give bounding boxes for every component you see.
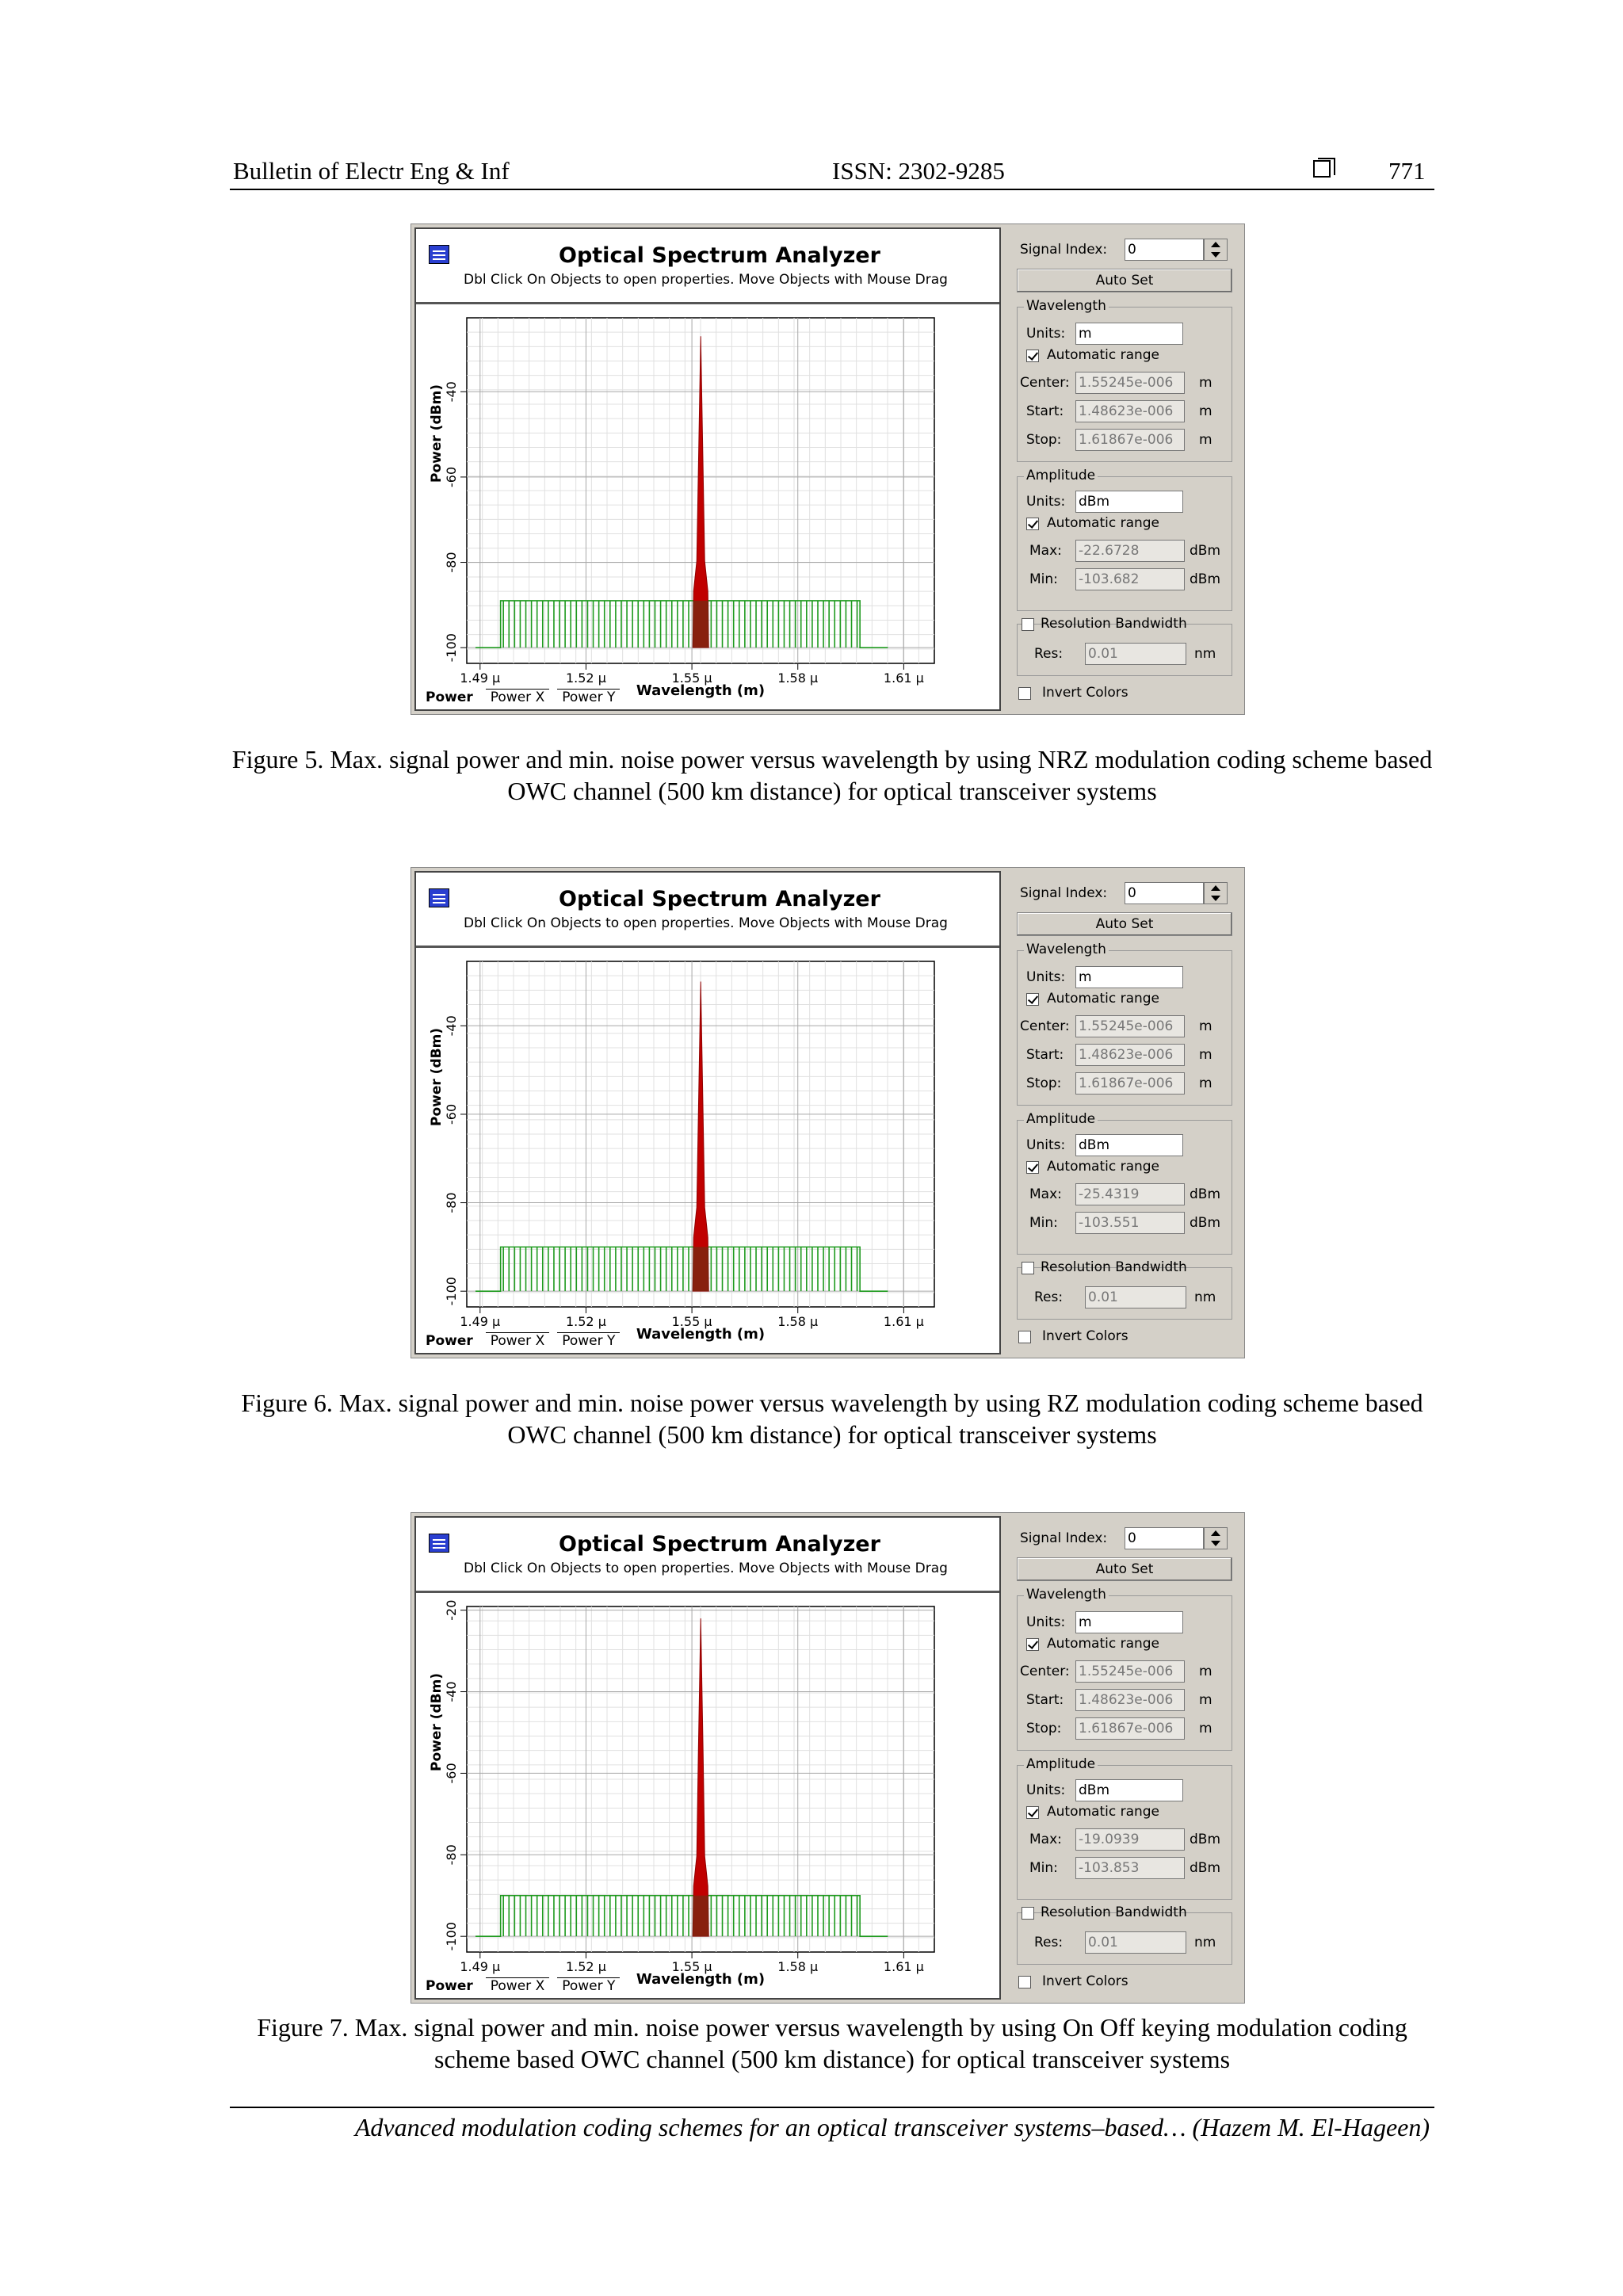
tab-power-x[interactable]: Power X xyxy=(486,1332,549,1349)
stop-label: Stop: xyxy=(1026,1075,1062,1091)
wl-units-label: Units: xyxy=(1026,1614,1066,1630)
plot-tabs xyxy=(421,1332,628,1349)
wl-automatic-range-label: Automatic range xyxy=(1047,1636,1160,1652)
max-unit: dBm xyxy=(1190,543,1221,559)
start-field[interactable]: 1.48623e-006 xyxy=(1075,400,1185,422)
signal-index-label: Signal Index: xyxy=(1020,242,1108,258)
y-tick-label: -40 xyxy=(444,1681,459,1702)
y-tick-label: -60 xyxy=(444,466,459,487)
invert-colors-label: Invert Colors xyxy=(1042,685,1128,701)
osa-settings-panel xyxy=(1009,227,1243,711)
plot-tabs xyxy=(421,689,628,705)
res-field[interactable]: 0.01 xyxy=(1085,1931,1186,1954)
figure-caption: Figure 6. Max. signal power and min. noise power versus wavelength by using RZ modulation coding scheme based OWC channel (500 km distance) for optical transceiver systems xyxy=(241,1389,1423,1449)
amp-automatic-range-checkbox[interactable] xyxy=(1026,1161,1039,1174)
max-unit: dBm xyxy=(1190,1832,1221,1847)
tab-power[interactable]: Power xyxy=(426,1978,473,1994)
osa-settings-panel xyxy=(1009,871,1243,1354)
resolution-bandwidth-checkbox[interactable] xyxy=(1022,618,1034,631)
signal-index-label: Signal Index: xyxy=(1020,885,1108,901)
signal-index-spinner[interactable] xyxy=(1204,1527,1228,1549)
osa-title: Optical Spectrum Analyzer xyxy=(559,243,880,268)
y-tick-label: -60 xyxy=(444,1103,459,1125)
x-axis-label: Wavelength (m) xyxy=(636,1971,766,1988)
stop-unit: m xyxy=(1199,1721,1212,1736)
x-tick-label: 1.58 µ xyxy=(777,1959,819,1974)
min-unit: dBm xyxy=(1190,571,1221,587)
tab-power[interactable]: Power xyxy=(426,690,473,705)
signal-index-input[interactable]: 0 xyxy=(1125,882,1204,904)
stop-label: Stop: xyxy=(1026,432,1062,448)
auto-set-button[interactable]: Auto Set xyxy=(1017,912,1232,936)
resolution-bandwidth-label: Resolution Bandwidth xyxy=(1041,616,1187,632)
footer-text: Advanced modulation coding schemes for an optical transceiver systems–based… (Hazem M. El-Hageen) xyxy=(354,2113,1430,2141)
y-tick-label: -80 xyxy=(444,1844,459,1866)
auto-set-button[interactable]: Auto Set xyxy=(1017,1557,1232,1581)
spectrum-chart xyxy=(416,1518,1002,2001)
osa-plot-pane xyxy=(414,227,1001,711)
osa-figure xyxy=(411,1512,1245,2004)
res-field[interactable]: 0.01 xyxy=(1085,1286,1186,1308)
center-unit: m xyxy=(1199,1664,1212,1679)
figure-caption: Figure 5. Max. signal power and min. noise power versus wavelength by using NRZ modulation coding scheme based OWC channel (500 km distance) for optical transceiver systems xyxy=(231,745,1433,805)
signal-overlap xyxy=(693,1247,708,1291)
stop-field[interactable]: 1.61867e-006 xyxy=(1075,429,1185,451)
start-unit: m xyxy=(1199,1047,1212,1063)
center-label: Center: xyxy=(1020,375,1070,391)
res-label: Res: xyxy=(1034,646,1064,662)
y-tick-label: -100 xyxy=(444,1922,459,1951)
start-field[interactable]: 1.48623e-006 xyxy=(1075,1689,1185,1711)
x-tick-label: 1.58 µ xyxy=(777,1314,819,1329)
amplitude-group-title: Amplitude xyxy=(1024,1111,1098,1127)
resolution-bandwidth-label: Resolution Bandwidth xyxy=(1041,1259,1187,1275)
signal-overlap xyxy=(693,1896,708,1936)
min-label: Min: xyxy=(1029,1860,1058,1876)
invert-colors-checkbox[interactable] xyxy=(1018,1976,1031,1988)
start-unit: m xyxy=(1199,1692,1212,1708)
figure-caption: Figure 7. Max. signal power and min. noise power versus wavelength by using On Off keying modulation coding scheme based OWC channel (500 km distance) for optical transceiver systems xyxy=(257,2013,1407,2073)
x-tick-label: 1.55 µ xyxy=(671,670,712,686)
invert-colors-checkbox[interactable] xyxy=(1018,687,1031,700)
signal-index-spinner[interactable] xyxy=(1204,882,1228,904)
start-label: Start: xyxy=(1026,1692,1064,1708)
stop-field[interactable]: 1.61867e-006 xyxy=(1075,1717,1185,1740)
max-field[interactable]: -19.0939 xyxy=(1075,1828,1185,1851)
stop-unit: m xyxy=(1199,1075,1212,1091)
amp-units-select[interactable]: dBm xyxy=(1075,1134,1183,1156)
center-label: Center: xyxy=(1020,1664,1070,1679)
y-tick-label: -100 xyxy=(444,633,459,663)
osa-plot-pane xyxy=(414,871,1001,1354)
y-axis-label: Power (dBm) xyxy=(429,1027,445,1126)
y-tick-label: -80 xyxy=(444,1192,459,1213)
osa-figure xyxy=(411,867,1245,1358)
wl-automatic-range-label: Automatic range xyxy=(1047,347,1160,363)
max-label: Max: xyxy=(1029,1832,1062,1847)
signal-overlap xyxy=(693,601,708,648)
invert-colors-label: Invert Colors xyxy=(1042,1328,1128,1344)
page-header xyxy=(230,155,1434,190)
amp-units-label: Units: xyxy=(1026,494,1066,510)
x-tick-label: 1.61 µ xyxy=(883,1959,924,1974)
signal-index-input[interactable]: 0 xyxy=(1125,239,1204,261)
amp-automatic-range-checkbox[interactable] xyxy=(1026,1806,1039,1819)
start-unit: m xyxy=(1199,403,1212,419)
osa-figure xyxy=(411,223,1245,715)
amplitude-group-title: Amplitude xyxy=(1024,468,1098,483)
y-axis-label: Power (dBm) xyxy=(429,1672,445,1771)
max-field[interactable]: -22.6728 xyxy=(1075,540,1185,562)
y-tick-label: -40 xyxy=(444,1015,459,1037)
center-unit: m xyxy=(1199,375,1212,391)
x-tick-label: 1.52 µ xyxy=(565,1314,606,1329)
y-tick-label: -20 xyxy=(444,1599,459,1621)
start-label: Start: xyxy=(1026,403,1064,419)
center-label: Center: xyxy=(1020,1018,1070,1034)
square-icon xyxy=(1313,160,1331,178)
res-unit: nm xyxy=(1194,1289,1216,1305)
center-field[interactable]: 1.55245e-006 xyxy=(1075,1660,1185,1683)
spectrum-chart xyxy=(416,873,1002,1356)
stop-unit: m xyxy=(1199,432,1212,448)
osa-subtitle: Dbl Click On Objects to open properties. Move Objects with Mouse Drag xyxy=(464,915,948,931)
x-tick-label: 1.52 µ xyxy=(565,1959,606,1974)
amplitude-group-title: Amplitude xyxy=(1024,1756,1098,1772)
x-tick-label: 1.49 µ xyxy=(460,1959,501,1974)
amp-automatic-range-label: Automatic range xyxy=(1047,1804,1160,1820)
x-tick-label: 1.49 µ xyxy=(460,1314,501,1329)
signal-index-input[interactable]: 0 xyxy=(1125,1527,1204,1549)
min-label: Min: xyxy=(1029,571,1058,587)
tab-power-x[interactable]: Power X xyxy=(486,1977,549,1994)
osa-title: Optical Spectrum Analyzer xyxy=(559,1532,880,1557)
page-footer xyxy=(230,2107,1434,2142)
resolution-bandwidth-checkbox[interactable] xyxy=(1022,1907,1034,1920)
wl-units-label: Units: xyxy=(1026,969,1066,985)
max-label: Max: xyxy=(1029,543,1062,559)
wl-automatic-range-checkbox[interactable] xyxy=(1026,993,1039,1006)
tab-power-y[interactable]: Power Y xyxy=(557,1332,620,1349)
min-field[interactable]: -103.853 xyxy=(1075,1857,1185,1879)
stop-label: Stop: xyxy=(1026,1721,1062,1736)
x-tick-label: 1.55 µ xyxy=(671,1314,712,1329)
x-tick-label: 1.49 µ xyxy=(460,670,501,686)
min-label: Min: xyxy=(1029,1215,1058,1231)
tab-power[interactable]: Power xyxy=(426,1333,473,1349)
y-tick-label: -80 xyxy=(444,552,459,573)
res-field[interactable]: 0.01 xyxy=(1085,643,1186,665)
invert-colors-label: Invert Colors xyxy=(1042,1973,1128,1989)
start-label: Start: xyxy=(1026,1047,1064,1063)
wavelength-group-title: Wavelength xyxy=(1024,942,1109,957)
y-tick-label: -40 xyxy=(444,381,459,403)
osa-subtitle: Dbl Click On Objects to open properties. Move Objects with Mouse Drag xyxy=(464,1561,948,1576)
center-unit: m xyxy=(1199,1018,1212,1034)
min-unit: dBm xyxy=(1190,1860,1221,1876)
x-axis-label: Wavelength (m) xyxy=(636,1326,766,1343)
amp-automatic-range-label: Automatic range xyxy=(1047,1159,1160,1175)
res-unit: nm xyxy=(1194,646,1216,662)
wl-units-select[interactable]: m xyxy=(1075,1611,1183,1633)
x-axis-label: Wavelength (m) xyxy=(636,682,766,699)
amp-units-select[interactable]: dBm xyxy=(1075,491,1183,513)
center-field[interactable]: 1.55245e-006 xyxy=(1075,1015,1185,1037)
amp-automatic-range-label: Automatic range xyxy=(1047,515,1160,531)
osa-settings-panel xyxy=(1009,1516,1243,2000)
tab-power-y[interactable]: Power Y xyxy=(557,1977,620,1994)
wl-automatic-range-checkbox[interactable] xyxy=(1026,350,1039,362)
y-tick-label: -100 xyxy=(444,1277,459,1306)
wl-automatic-range-checkbox[interactable] xyxy=(1026,1638,1039,1651)
signal-index-spinner[interactable] xyxy=(1204,239,1228,261)
wl-units-select[interactable]: m xyxy=(1075,966,1183,988)
wavelength-group-title: Wavelength xyxy=(1024,298,1109,314)
res-label: Res: xyxy=(1034,1935,1064,1950)
x-tick-label: 1.61 µ xyxy=(883,1314,924,1329)
x-tick-label: 1.58 µ xyxy=(777,670,819,686)
max-label: Max: xyxy=(1029,1186,1062,1202)
tab-power-y[interactable]: Power Y xyxy=(557,689,620,705)
wl-units-select[interactable]: m xyxy=(1075,323,1183,345)
wl-automatic-range-label: Automatic range xyxy=(1047,991,1160,1007)
x-tick-label: 1.52 µ xyxy=(565,670,606,686)
min-field[interactable]: -103.551 xyxy=(1075,1212,1185,1234)
amp-automatic-range-checkbox[interactable] xyxy=(1026,518,1039,530)
max-unit: dBm xyxy=(1190,1186,1221,1202)
invert-colors-checkbox[interactable] xyxy=(1018,1331,1031,1343)
res-label: Res: xyxy=(1034,1289,1064,1305)
amp-units-label: Units: xyxy=(1026,1782,1066,1798)
resolution-bandwidth-label: Resolution Bandwidth xyxy=(1041,1904,1187,1920)
wl-units-label: Units: xyxy=(1026,326,1066,342)
x-tick-label: 1.61 µ xyxy=(883,670,924,686)
stop-field[interactable]: 1.61867e-006 xyxy=(1075,1072,1185,1095)
start-field[interactable]: 1.48623e-006 xyxy=(1075,1044,1185,1066)
x-tick-label: 1.55 µ xyxy=(671,1959,712,1974)
center-field[interactable]: 1.55245e-006 xyxy=(1075,372,1185,394)
page-number: 771 xyxy=(1388,157,1426,185)
tab-power-x[interactable]: Power X xyxy=(486,689,549,705)
min-unit: dBm xyxy=(1190,1215,1221,1231)
plot-tabs xyxy=(421,1977,628,1994)
min-field[interactable]: -103.682 xyxy=(1075,568,1185,590)
max-field[interactable]: -25.4319 xyxy=(1075,1183,1185,1205)
signal-index-label: Signal Index: xyxy=(1020,1530,1108,1546)
osa-plot-pane xyxy=(414,1516,1001,2000)
resolution-bandwidth-checkbox[interactable] xyxy=(1022,1262,1034,1274)
osa-title: Optical Spectrum Analyzer xyxy=(559,887,880,911)
y-tick-label: -60 xyxy=(444,1763,459,1784)
auto-set-button[interactable]: Auto Set xyxy=(1017,269,1232,292)
res-unit: nm xyxy=(1194,1935,1216,1950)
journal-name: Bulletin of Electr Eng & Inf xyxy=(233,157,510,185)
spectrum-chart xyxy=(416,229,1002,712)
issn: ISSN: 2302-9285 xyxy=(832,157,1005,185)
amp-units-select[interactable]: dBm xyxy=(1075,1779,1183,1801)
osa-subtitle: Dbl Click On Objects to open properties. Move Objects with Mouse Drag xyxy=(464,272,948,288)
y-axis-label: Power (dBm) xyxy=(429,384,445,483)
amp-units-label: Units: xyxy=(1026,1137,1066,1153)
wavelength-group-title: Wavelength xyxy=(1024,1587,1109,1603)
